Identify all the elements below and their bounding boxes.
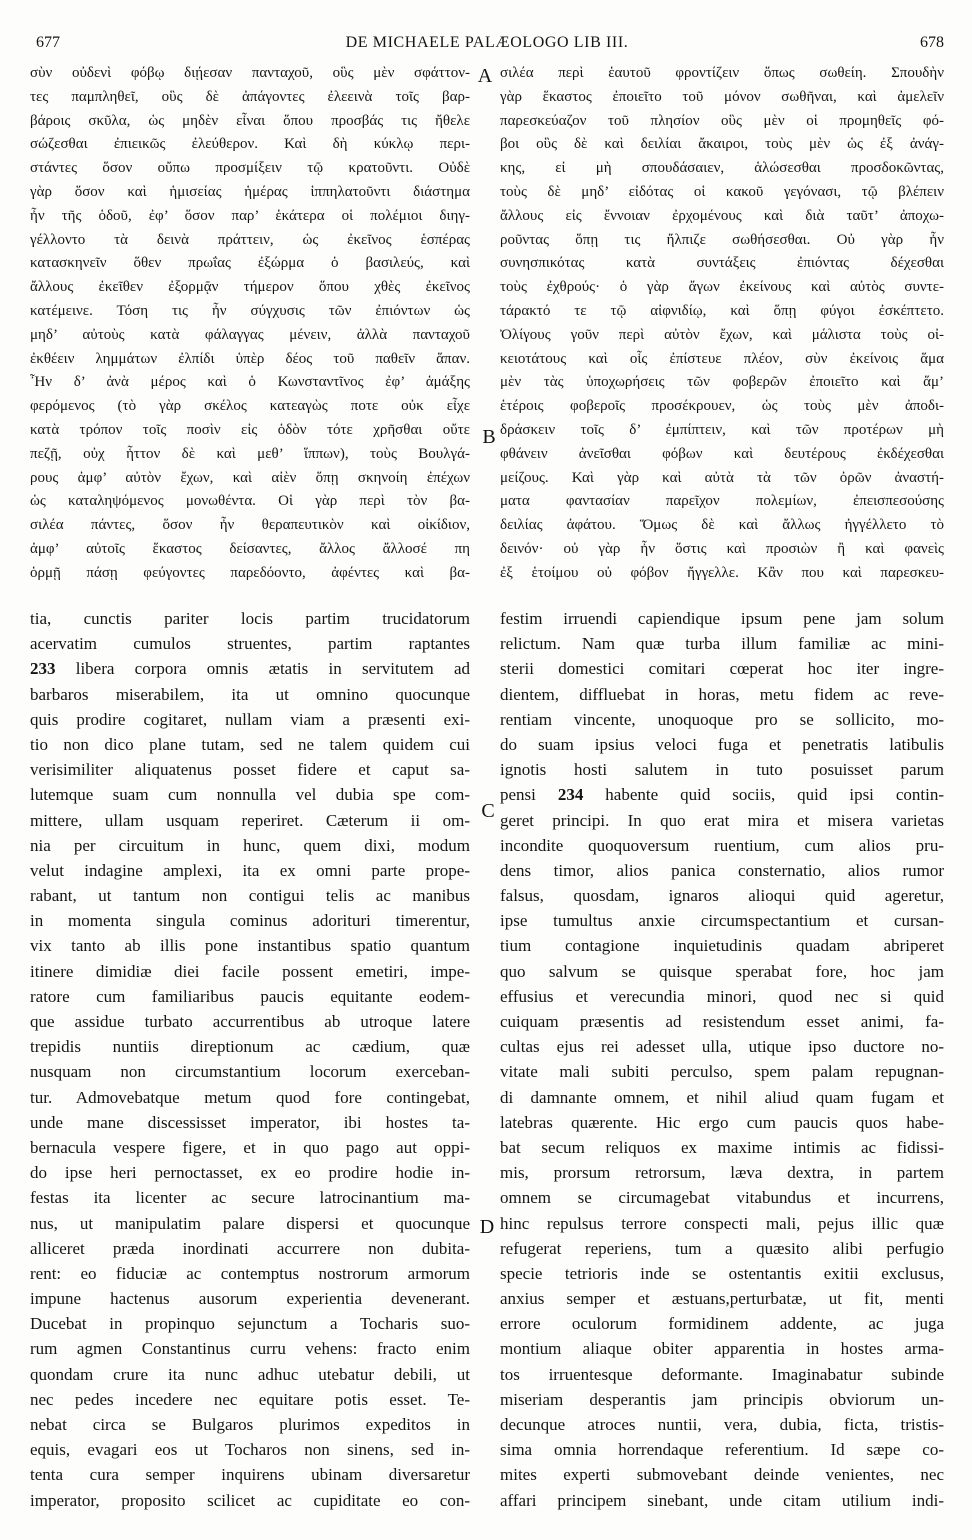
greek-text-line: ροῦντας ὅπῃ τις ἤλπιζε σωθήσεσθαι. Οὐ γὰρ ἦν bbox=[500, 231, 944, 248]
latin-text-line: nia per circuitum in hunc, quem dixi, modum bbox=[30, 835, 470, 855]
greek-text-line: βάροις σκῦλα, ὡς μηδὲν εἶναι ὅπου προσβάς τις ἤθελε bbox=[30, 112, 470, 129]
greek-text-line: κατασκηνεῖν ὅθεν πρωΐας ἐξώρμα ὁ βασιλεύς, καὶ bbox=[30, 255, 470, 272]
greek-text-line: Ἦν δ’ ἀνὰ μέρος καὶ ὁ Κωνσταντῖνος ἐφ’ ἁμάξης bbox=[30, 374, 470, 391]
latin-text-line: ipse tumultus anxie circumspectantium et cursan- bbox=[500, 911, 944, 931]
margin-letter-c: C bbox=[481, 800, 495, 822]
greek-text-line: ἐκθέειν λημμάτων ἐλπίδι ὑπὲρ δέος τοῦ παθεῖν ἅπαν. bbox=[30, 350, 470, 367]
latin-text-line: in momenta singula cominus adorituri timerentur, bbox=[30, 911, 470, 931]
text-segment: libera corpora omnis ætatis in servitutem ad bbox=[55, 659, 470, 679]
greek-right-column bbox=[500, 62, 944, 586]
latin-text-line: tur. Admovebatque metum quod fore contingebat, bbox=[30, 1087, 470, 1107]
greek-text-line: ἐξ ἑτοίμου οὐ φόβον ἤγγελλε. Κἂν που καὶ παρεσκευ- bbox=[500, 564, 944, 581]
latin-text-line: anxius semper et æstuans,perturbatæ, ut fit, menti bbox=[500, 1289, 944, 1309]
latin-text-line: rentiam vincente, unoquoque pro se sollicito, mo- bbox=[500, 709, 944, 729]
greek-text-line: μηδ’ αὐτοὺς κατὰ φάλαγγας μένειν, ἀλλὰ πανταχοῦ bbox=[30, 326, 470, 343]
latin-text-line: trepidis nuntiis direptionum ac cædium, quæ bbox=[30, 1037, 470, 1057]
latin-text-line: cultas ejus rei adesset ulla, utique ipso ductore no- bbox=[500, 1037, 944, 1057]
latin-text-line: montium aliaque obiter apparentia in hostes arma- bbox=[500, 1339, 944, 1359]
greek-text-line: ἀμφ’ αὐτοῖς ἕκαστος δείσαντες, ἄλλος ἄλλοσέ πη bbox=[30, 540, 470, 557]
greek-text-line: τάρακτό τε τῷ αἰφνιδίῳ, καὶ ὅπῃ φύγοι ἐσκέπτετο. bbox=[500, 302, 944, 319]
latin-text-line bbox=[500, 782, 944, 807]
greek-text-line: τες παμπληθεῖ, οὓς δὲ ἀπάγοντες ἐλεεινὰ τοῖς βαρ- bbox=[30, 88, 470, 105]
greek-text-line: γὰρ ὅσον καὶ ἡμισείας ἡμέρας ἱππηλατοῦντι διάστημα bbox=[30, 183, 470, 200]
latin-text-line: quo salvum se quisque sperabat fore, hoc jam bbox=[500, 961, 944, 981]
latin-text-line: mittere, ullam usquam reperiret. Cæterum ii om- bbox=[30, 810, 470, 830]
greek-text-line: ἑτέροις φοβεροῖς προσέκρουεν, ὡς τοὺς μὲν ἀποδι- bbox=[500, 398, 944, 415]
latin-text-line: hinc repulsus terrore conspecti mali, pejus illic quæ bbox=[500, 1213, 944, 1233]
latin-text-line: incondite quoquoversum ruentium, cum alios pru- bbox=[500, 835, 944, 855]
greek-text-line: δράσκειν τοῖς δ’ ἐμπίπτειν, καὶ τῶν προτέρων μὴ bbox=[500, 421, 944, 438]
page-number-left: 677 bbox=[36, 34, 60, 51]
greek-text-line: φερόμενος (τὸ γὰρ σκέλος κατεαγὼς ποτε οὐκ εἶχε bbox=[30, 398, 470, 415]
greek-text-line: ὁρμῇ πάσῃ φεύγοντες παρεδόοντο, ἀφέντες καὶ βα- bbox=[30, 564, 470, 581]
latin-text-line: di damnante omnem, et nihil aliud quam fugam et bbox=[500, 1087, 944, 1107]
latin-text-line: alliceret præda inordinati accurrere non dubita- bbox=[30, 1238, 470, 1258]
margin-letter-b: B bbox=[482, 426, 496, 448]
latin-text-line: festas ita licenter ac secure latrocinantium ma- bbox=[30, 1188, 470, 1208]
greek-text-line: τοὺς ἐχθρούς· ὁ γὰρ ἄγων ἐκείνους καὶ αὐτὸς συντε- bbox=[500, 279, 944, 296]
latin-text-line: miseriam desperantis jam principis obviorum un- bbox=[500, 1389, 944, 1409]
greek-text-line: ὡς καταληψόμενος μονωθέντα. Οἱ γὰρ περὶ τὸν βα- bbox=[30, 493, 470, 510]
latin-text-line: que assidue turbato accurrentibus ab utroque latere bbox=[30, 1012, 470, 1031]
latin-text-line: mites experti submovebant deinde venientes, nec bbox=[500, 1465, 944, 1485]
greek-text-line: δεινόν· οὐ γὰρ ἦν ὅστις καὶ προσιὼν ἢ καὶ φανεὶς bbox=[500, 540, 944, 557]
latin-text-line: bat secum reliquos ex maxime intimis ac fidissi- bbox=[500, 1137, 944, 1157]
latin-text-line: nebat circa se Bulgaros plurimos expeditos in bbox=[30, 1415, 470, 1434]
latin-text-line: equis, evagari eos ut Tocharos non sinens, sed in- bbox=[30, 1440, 470, 1460]
margin-letter-d: D bbox=[479, 1216, 495, 1238]
latin-text-line: ratore cum familiaribus paucis equitante eodem- bbox=[30, 986, 470, 1006]
latin-text-line: unde mane discessisset imperator, ibi hostes ta- bbox=[30, 1112, 470, 1132]
latin-text-line: itinere dimidiæ diei facile possent emetiri, impe- bbox=[30, 961, 470, 981]
text-segment: habente quid sociis, quid ipsi contin- bbox=[583, 785, 944, 805]
latin-text-line: refugerat reperiens, tum a quæsito alibi perfugio bbox=[500, 1238, 944, 1258]
text-segment: pensi bbox=[500, 785, 558, 805]
latin-text-line: tia, cunctis pariter locis partim trucidatorum bbox=[30, 609, 470, 628]
page-marker: 233 bbox=[30, 659, 56, 679]
latin-text-line: tio non dico plane tutam, sed ne talem quidem cui bbox=[30, 734, 470, 754]
greek-text-line: γὰρ ἕκαστος ἐποιεῖτο τοῦ μόνον σωθῆναι, καὶ ἀμελεῖν bbox=[500, 88, 944, 105]
running-header bbox=[30, 32, 944, 56]
latin-text-line: vitate mali subiti perculso, spem palam repugnan- bbox=[500, 1062, 944, 1082]
latin-text-line: mis, prorsum retrorsum, læva dextra, in partem bbox=[500, 1163, 944, 1183]
latin-text-line: Ducebat in propinquo sejunctum a Tocharis suo- bbox=[30, 1314, 470, 1334]
latin-text-line: velut indagine amplexi, ita ex omni parte prope- bbox=[30, 860, 470, 880]
greek-text-line: μὲν τὰς ὑποχωρήσεις τῶν φοβερῶν ἐποιεῖτο καὶ ἅμ’ bbox=[500, 374, 944, 391]
latin-text-line: relictum. Nam quæ turba illum familiæ ac mini- bbox=[500, 634, 944, 654]
latin-text-line: tos irruentesque deformante. Imaginabatur subinde bbox=[500, 1364, 944, 1384]
latin-text-line: lutemque suam cum nonnulla vel dubia spe com- bbox=[30, 785, 470, 805]
latin-text-line: festim irruendi capiendique ipsum pene jam solum bbox=[500, 609, 944, 628]
latin-text-line: nus, ut manipulatim palare dispersi et quocunque bbox=[30, 1213, 470, 1233]
latin-text-line: latebras quærente. Hic ergo cum paucis quos habe- bbox=[500, 1112, 944, 1132]
latin-text-line: impune hactenus ausorum experientia devenerant. bbox=[30, 1289, 470, 1309]
latin-text-line: sterii domestici comitari cœperat hoc iter ingre- bbox=[500, 659, 944, 679]
latin-text-line: geret principi. In quo erat mira et misera varietas bbox=[500, 810, 944, 830]
greek-text-line: ματα φαντασίαν παρεῖχον πολεμίων, ἐπεισπεσούσης bbox=[500, 493, 944, 510]
greek-text-line: δειλίας ἀφάτου. Ὅμως δὲ καὶ ἄλλως ἠγγέλλετο τὸ bbox=[500, 517, 944, 534]
greek-text-line: τοὺς δὲ μηδ’ εἰδότας οἱ κακοῦ γεγόνασι, τῷ βλέπειν bbox=[500, 183, 944, 200]
greek-text-line: ἄλλους ἐκεῖθεν ἐξορμᾷν τήμερον ὅπου χθὲς ἐκεῖνος bbox=[30, 279, 470, 296]
greek-text-line: μείζους. Καὶ γὰρ καὶ αὐτὰ τὰ τῶν ὀρῶν ἀναστή- bbox=[500, 469, 944, 486]
latin-text-line: errore oculorum formidinem addente, ac juga bbox=[500, 1314, 944, 1334]
latin-text-line: acervatim cumulos struentes, partim raptantes bbox=[30, 634, 470, 654]
greek-text-line: ἦν τῆς ὁδοῦ, ἐφ’ ὅσον παρ’ ἑκάτερα οἱ πολέμιοι διηγ- bbox=[30, 207, 470, 224]
greek-text-line: σιλέα περὶ ἑαυτοῦ φροντίζειν ὅπως σωθείη. Σπουδὴν bbox=[500, 65, 944, 81]
greek-text-line: κειοτάτους καὶ οἷς ἐπίστευε πλέον, σὺν ἐκείνοις ἅμα bbox=[500, 350, 944, 367]
greek-text-line: κης, εἰ μὴ σπουδάσαιεν, ἁλώσεσθαι προσδοκῶντας, bbox=[500, 160, 944, 177]
latin-text-line: omnem se circumagebat vitabundus et incurrens, bbox=[500, 1188, 944, 1208]
latin-text-line: do ipse heri pernoctasset, ex eo prodire hodie in- bbox=[30, 1163, 470, 1183]
greek-text-line: σιλέα πάντες, ὅσον ἦν θεραπευτικὸν καὶ οἰκίδιον, bbox=[30, 517, 470, 534]
latin-text-line: tenta cura semper inquirens ubinam diversaretur bbox=[30, 1465, 470, 1485]
latin-text-line: sima omnia horrendaque referentium. Id sæpe co- bbox=[500, 1440, 944, 1460]
page-marker: 234 bbox=[557, 785, 584, 805]
latin-text-line: nec pedes incedere nec equitare potis esset. Te- bbox=[30, 1389, 470, 1409]
greek-text-line: σὺν οὐδενὶ φόβῳ διῄεσαν πανταχοῦ, οὓς μὲν σφάττον- bbox=[30, 65, 470, 81]
page-number-right: 678 bbox=[920, 34, 944, 51]
latin-text-line: vix tanto ab illis pone instantibus spatio quantum bbox=[30, 936, 470, 956]
latin-text-line: effusius et verecundia minori, quod nec si quid bbox=[500, 986, 944, 1006]
latin-text-line: rabant, ut tantum non contigui telis ac manibus bbox=[30, 886, 470, 906]
greek-text-line: γέλλοντο τὰ δεινὰ πράττειν, ὡς ἐκεῖνος ἑσπέρας bbox=[30, 231, 470, 248]
latin-text-line: ignotis hosti salutem in tuto posuisset parum bbox=[500, 760, 944, 780]
greek-text-line: σώζεσθαι ἐπιεικῶς ἐλεύθερον. Καὶ δὴ κύκλῳ περι- bbox=[30, 136, 470, 153]
latin-text-line: verisimiliter aliquatenus posset fidere et caput sa- bbox=[30, 760, 470, 780]
latin-text-line: falsus, quosdam, ignaros alioqui quid ageretur, bbox=[500, 886, 944, 906]
greek-text-line: ἄλλους εἰς ἔννοιαν ἐρχομένους καὶ διὰ ταῦτ’ ἀποχω- bbox=[500, 207, 944, 224]
greek-left-column bbox=[30, 62, 470, 586]
latin-text-line: affari principem sinebant, unde citam utilium indi- bbox=[500, 1490, 944, 1510]
latin-text-line: cuiquam præsentis ad resistendum esset animi, fa- bbox=[500, 1012, 944, 1031]
latin-text-line: tium contagione inquietudinis quadam abriperet bbox=[500, 936, 944, 956]
latin-text-line bbox=[30, 656, 470, 681]
latin-text-line: dientem, diffluebat in horas, metu fidem ac reve- bbox=[500, 684, 944, 704]
greek-text-line: συνησπικότας κατὰ συντάξεις ἐπιόντας δέχεσθαι bbox=[500, 255, 944, 272]
greek-text-line: φθάνειν ἀνεῖσθαι φόβων καὶ δευτέρους ἐκδέχεσθαι bbox=[500, 445, 944, 462]
margin-letter-a: A bbox=[477, 65, 493, 87]
latin-right-column bbox=[500, 606, 944, 1513]
greek-text-line: κατὰ τρόπον τοῖς ποσὶν εἰς ὁδὸν τότε χρῆσθαι οὔτε bbox=[30, 421, 470, 438]
greek-text-line: πεζῇ, οὐχ ἧττον δὲ καὶ μεθ’ ἵππων), τοὺς Βουλγά- bbox=[30, 445, 470, 462]
latin-text-line: barbaros miserabilem, ita ut omnino quocunque bbox=[30, 684, 470, 704]
greek-text-line: στάντες ὅσον οὔπω προσμίξειν τῷ κρατοῦντι. Οὐδὲ bbox=[30, 160, 470, 177]
greek-text-line: παρεσκεύαζον τοῦ πλησίον οὓς μὲν οἱ προμηθεῖς φό- bbox=[500, 112, 944, 129]
latin-text-line: specie tetrioris inde se ostentantis exitii exclusus, bbox=[500, 1263, 944, 1283]
latin-text-line: bernacula vespere figere, et in quo pago aut oppi- bbox=[30, 1137, 470, 1157]
latin-text-line: quondam crure ita nunc adhuc utebatur debili, ut bbox=[30, 1364, 470, 1384]
latin-text-line: quis prodire cogitaret, nullam viam a præsenti exi- bbox=[30, 709, 470, 729]
greek-text-line: ρους ἀμφ’ αὐτὸν ἔχων, καὶ αἰὲν ὅπῃ σκηνοίη ἐπέχων bbox=[30, 469, 470, 486]
running-title: DE MICHAELE PALÆOLOGO LIB III. bbox=[345, 34, 629, 51]
latin-text-line: rum agmen Constantinus curru vehens: fracto enim bbox=[30, 1339, 470, 1359]
latin-text-line: nusquam non circumstantium locorum exerceban- bbox=[30, 1062, 470, 1082]
greek-text-line: Ὀλίγους γοῦν περὶ αὐτὸν ἔχων, καὶ μάλιστα τοὺς οἰ- bbox=[500, 326, 944, 343]
latin-left-column bbox=[30, 606, 470, 1513]
latin-text-line: dens timor, alios panica consternatio, alios rumor bbox=[500, 860, 944, 880]
latin-text-line: decunque atroces nuntii, vera, dubia, ficta, tristis- bbox=[500, 1415, 944, 1434]
greek-text-line: κατέμεινε. Τόση τις ἦν σύγχυσις τῶν ἐπιόντων ὡς bbox=[30, 302, 470, 319]
greek-text-line: βοι οὓς δὲ καὶ δειλίαι ἄκαιροι, τοὺς μὲν ὡς ἐξ ἀνάγ- bbox=[500, 136, 944, 153]
latin-text-line: do suam ipsius veloci fuga et penetratis latibulis bbox=[500, 734, 944, 754]
latin-text-line: imperator, proposito scilicet ac cupiditate eo con- bbox=[30, 1490, 470, 1510]
latin-text-line: rent: eo fiduciæ ac contemptus nostrorum armorum bbox=[30, 1263, 470, 1283]
